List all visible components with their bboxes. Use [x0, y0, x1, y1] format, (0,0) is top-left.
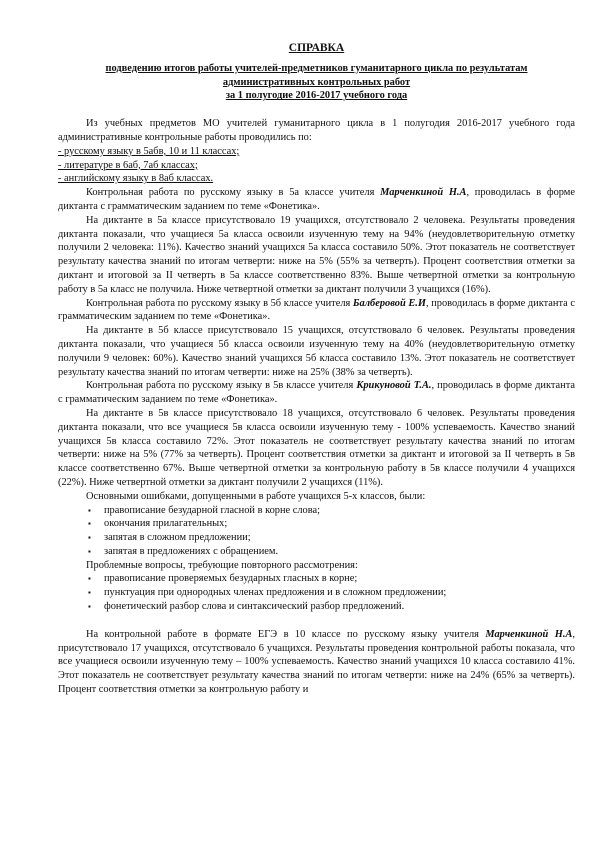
text-span: , проводилась в форме диктанта с грамматическим заданием по теме «Фонетика».	[58, 380, 575, 406]
topic-item: - русскому языку в 5абв, 10 и 11 классах;	[58, 145, 240, 157]
list-item: ▪ запятая в сложном предложении;	[88, 531, 575, 545]
class-5b-results: На диктанте в 5б классе присутствовало 15 учащихся, отсутствовало 6 человек. Результаты проведения диктанта показали, что учащиеся 5б класса освоили изученную тему на 40% (неудовлетворительную отметку получили 9 человек: 60%). Качество знаний учащихся 5б класса составило 13%. Этот показатель не соответствует результату качества знаний по итогам четверти: ниже на 25% (38% за четверть).	[58, 325, 575, 378]
document-subtitle-line: подведению итогов работы учителей-предметников гуманитарного цикла по результатам	[105, 62, 528, 74]
errors-heading: Основными ошибками, допущенными в работе учащихся 5-х классов, были:	[86, 490, 426, 502]
document-title: СПРАВКА	[288, 42, 345, 54]
teacher-name: Балберовой Е.И	[352, 297, 426, 309]
text-span: , присутствовало 17 учащихся, отсутствовало 6 учащихся. Результаты проведения контрольной работы показала, что все учащиеся освоили изученную тему – 100% успеваемость. Качество знаний учащихся 10 класса составило 41%. Этот показатель не соответствует результату качества знаний по итогам четверти: ниже на 24% (65% за четверть). Процент соответствия отметки за контрольную работу и	[58, 628, 575, 696]
teacher-name: Марченкиной Н.А	[380, 187, 467, 199]
teacher-name: Крикуновой Т.А.	[356, 380, 432, 392]
class-5v-results: На диктанте в 5в классе присутствовало 18 учащихся, отсутствовало 6 человек. Результаты проведения диктанта показали, что все учащиеся 5в класса освоили изученную тему - 100% успеваемость. Качество знаний учащихся 5в класса составило 72%. Этот показатель не соответствует результату качества знаний по итогам четверти: ниже на 5% (77% за четверть). Процент соответствия отметки за диктант и итоговой за II четверть в 5в классе соответственно 67%. Выше четвертной отметки за контрольную работу в 5в классе получили 4 учащихся (22%). Ниже четвертной отметки за диктант получили 2 учащихся (11%).	[58, 407, 575, 488]
teacher-name: Марченкиной Н.А	[485, 628, 573, 640]
topic-item: - литературе в 6аб, 7аб классах;	[58, 159, 198, 171]
text-span: На контрольной работе в формате ЕГЭ в 10 классе по русскому языку учителя	[86, 628, 486, 640]
document-subtitle-line: за 1 полугодие 2016-2017 учебного года	[225, 90, 408, 102]
list-item: ▪ фонетический разбор слова и синтаксический разбор предложений.	[88, 600, 575, 614]
problems-heading: Проблемные вопросы, требующие повторного рассмотрения:	[86, 559, 358, 571]
problems-list	[58, 572, 575, 613]
text-span: Контрольная работа по русскому языку в 5а классе учителя	[86, 187, 381, 199]
list-item: ▪ пунктуация при однородных членах предложения и в сложном предложении;	[88, 586, 575, 600]
topic-item: - английскому языку в 8аб классах.	[58, 173, 214, 185]
document-subtitle-line: административных контрольных работ	[222, 76, 411, 88]
text-span: , проводилась в форме диктанта с грамматическим заданием по теме «Фонетика».	[58, 187, 575, 212]
list-item: ▪ правописание безударной гласной в корне слова;	[88, 504, 575, 518]
topics-list	[58, 145, 575, 186]
list-item: ▪ окончания прилагательных;	[88, 517, 575, 531]
class-10-paragraph	[58, 628, 575, 697]
errors-list	[58, 504, 575, 559]
intro-paragraph: Из учебных предметов МО учителей гуманитарного цикла в 1 полугодия 2016-2017 учебного года административные контрольные работы проводились по:	[58, 118, 575, 143]
list-item: ▪ запятая в предложениях с обращением.	[88, 545, 575, 559]
class-5a-results: На диктанте в 5а классе присутствовало 19 учащихся, отсутствовало 2 человека. Результаты проведения диктанта показали, что учащиеся 5а класса освоили изученную тему на 94% (неудовлетворительную отметку получили 2 человека: 11%). Качество знаний учащихся 5а класса составило 50%. Этот показатель не соответствует результату качества знаний по итогам четверти: ниже на 5% (55% за четверть). Процент соответствия отметки за диктант и итоговой за II четверть в 5а классе соответственно 83%. Выше четвертной отметки за контрольную работу в 5а класс не получила. Ниже четвертной отметки за диктант получили 3 учащихся (16%).	[58, 214, 575, 295]
text-span: Контрольная работа по русскому языку в 5в классе учителя	[86, 380, 357, 392]
text-span: Контрольная работа по русскому языку в 5б классе учителя	[86, 297, 353, 309]
text-span: , проводилась в форме диктанта с грамматическим заданием по теме «Фонетика».	[58, 297, 575, 323]
list-item: ▪ правописание проверяемых безударных гласных в корне;	[88, 572, 575, 586]
class-5v-intro	[58, 379, 575, 407]
class-5b-intro	[58, 297, 575, 325]
class-5a-intro	[58, 186, 575, 214]
